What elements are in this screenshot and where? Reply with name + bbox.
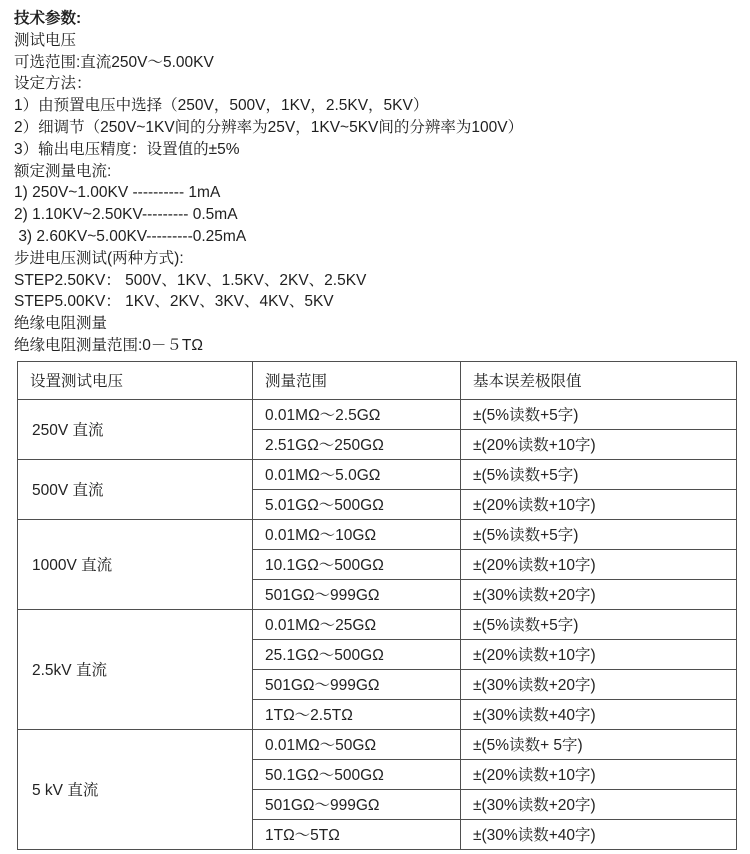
spec-line: 绝缘电阻测量范围:0－５TΩ (14, 336, 203, 354)
table-row (18, 519, 737, 549)
range-cell: 1TΩ～2.5TΩ (253, 699, 461, 729)
table-row (18, 399, 737, 429)
error-cell: ±(30%读数+40字) (461, 819, 737, 849)
error-cell: ±(20%读数+10字) (461, 639, 737, 669)
range-cell: 0.01MΩ～10GΩ (253, 519, 461, 549)
spec-line: 1）由预置电压中选择（250V，500V，1KV，2.5KV，5KV） (14, 97, 429, 115)
voltage-cell: 1000V 直流 (18, 519, 253, 609)
voltage-cell: 250V 直流 (18, 399, 253, 459)
spec-line: 2) 1.10KV~2.50KV--------- 0.5mA (14, 206, 238, 224)
error-cell: ±(30%读数+20字) (461, 579, 737, 609)
spec-line: 绝缘电阻测量 (14, 315, 108, 333)
spec-line: 测试电压 (14, 31, 77, 49)
range-cell: 2.51GΩ～250GΩ (253, 429, 461, 459)
error-cell: ±(30%读数+40字) (461, 699, 737, 729)
error-cell: ±(5%读数+5字) (461, 609, 737, 639)
error-cell: ±(5%读数+5字) (461, 519, 737, 549)
range-cell: 0.01MΩ～2.5GΩ (253, 399, 461, 429)
spec-line: STEP2.50KV： 500V、1KV、1.5KV、2KV、2.5KV (14, 271, 367, 289)
spec-line: 额定测量电流: (14, 162, 112, 180)
error-cell: ±(5%读数+ 5字) (461, 729, 737, 759)
error-cell: ±(5%读数+5字) (461, 399, 737, 429)
spec-line: 1) 250V~1.00KV ---------- 1mA (14, 184, 221, 202)
error-cell: ±(20%读数+10字) (461, 549, 737, 579)
table-row (18, 459, 737, 489)
header-cell-voltage: 设置测试电压 (18, 361, 253, 399)
range-cell: 50.1GΩ～500GΩ (253, 759, 461, 789)
error-cell: ±(20%读数+10字) (461, 489, 737, 519)
error-cell: ±(20%读数+10字) (461, 759, 737, 789)
spec-line: 2）细调节（250V~1KV间的分辨率为25V，1KV~5KV间的分辨率为100V） (14, 118, 524, 136)
error-cell: ±(5%读数+5字) (461, 459, 737, 489)
range-cell: 501GΩ～999GΩ (253, 669, 461, 699)
spec-line: 3）输出电压精度：设置值的±5% (14, 140, 240, 158)
header-cell-error: 基本误差极限值 (461, 361, 737, 399)
range-cell: 5.01GΩ～500GΩ (253, 489, 461, 519)
range-cell: 1TΩ～5TΩ (253, 819, 461, 849)
spec-text-block (0, 0, 750, 357)
spec-line: STEP5.00KV： 1KV、2KV、3KV、4KV、5KV (14, 293, 334, 311)
range-cell: 501GΩ～999GΩ (253, 789, 461, 819)
error-cell: ±(20%读数+10字) (461, 429, 737, 459)
range-cell: 0.01MΩ～5.0GΩ (253, 459, 461, 489)
spec-line: 3) 2.60KV~5.00KV---------0.25mA (14, 227, 247, 245)
voltage-cell: 5 kV 直流 (18, 729, 253, 849)
range-cell: 0.01MΩ～50GΩ (253, 729, 461, 759)
error-cell: ±(30%读数+20字) (461, 789, 737, 819)
spec-table (17, 361, 737, 850)
spec-line: 步进电压测试(两种方式): (14, 249, 184, 267)
table-row (18, 729, 737, 759)
spec-line: 可选范围:直流250V～5.00KV (14, 53, 214, 71)
spec-line: 设定方法： (14, 75, 92, 93)
range-cell: 0.01MΩ～25GΩ (253, 609, 461, 639)
range-cell: 25.1GΩ～500GΩ (253, 639, 461, 669)
range-cell: 10.1GΩ～500GΩ (253, 549, 461, 579)
range-cell: 501GΩ～999GΩ (253, 579, 461, 609)
table-header-row (18, 361, 737, 399)
header-cell-range: 测量范围 (253, 361, 461, 399)
error-cell: ±(30%读数+20字) (461, 669, 737, 699)
voltage-cell: 2.5kV 直流 (18, 609, 253, 729)
table-row (18, 609, 737, 639)
page-title: 技术参数: (14, 10, 82, 27)
voltage-cell: 500V 直流 (18, 459, 253, 519)
